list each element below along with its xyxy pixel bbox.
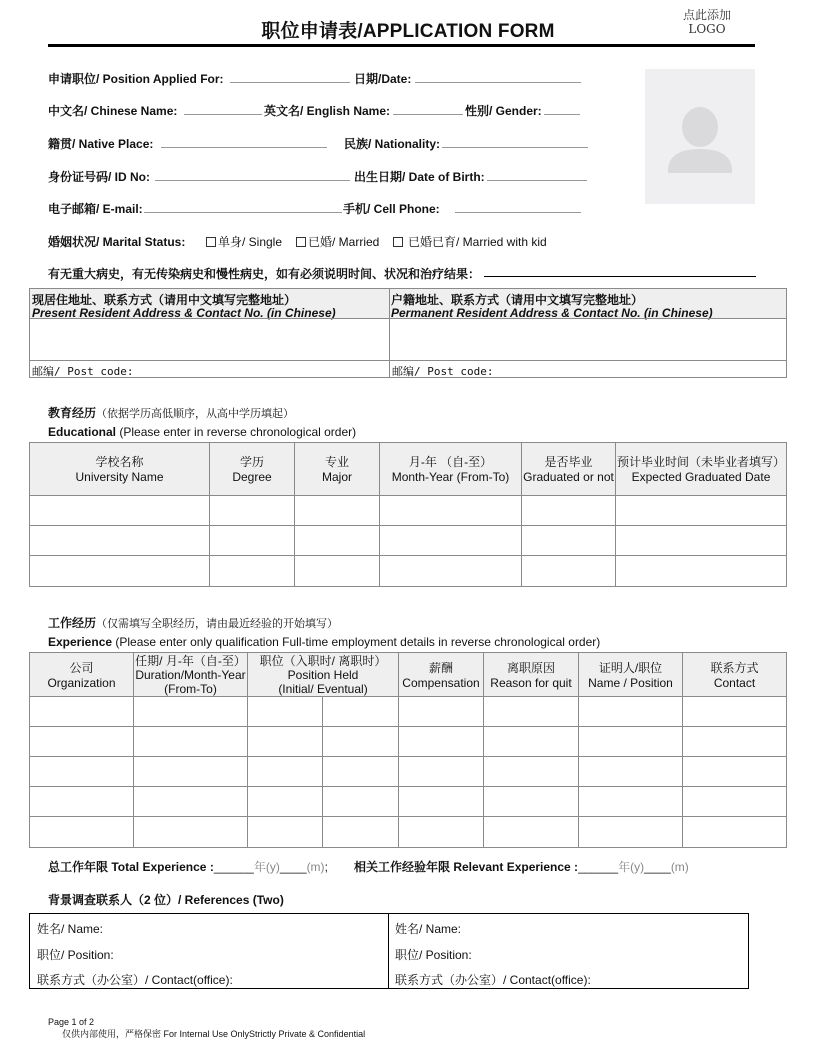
marital-married-option[interactable]: 已婚/ Married [296,233,379,250]
permanent-address-title-cn: 户籍地址、联系方式（请用中文填写完整地址） [391,293,644,307]
table-cell[interactable] [209,495,295,526]
experience-title-en: Experience (Please enter only qualification Full-time employment details in reverse chronological order) [48,635,601,649]
english-name-field[interactable] [393,102,463,115]
native-place-field[interactable] [161,135,327,148]
table-cell[interactable] [682,726,787,757]
reference-one-contact-label: 联系方式（办公室）/ Contact(office): [37,973,233,987]
table-cell[interactable] [379,525,522,556]
table-cell[interactable] [521,495,616,526]
permanent-postcode-cell[interactable] [389,360,787,378]
table-cell[interactable] [682,816,787,848]
permanent-address-field[interactable] [389,318,787,361]
title-rule [48,44,755,47]
reference-two[interactable] [388,913,749,989]
education-title-en: Educational (Please enter in reverse chronological order) [48,425,357,439]
table-cell[interactable] [483,786,579,817]
references-title: 背景调查联系人（2 位）/ References (Two) [48,893,284,907]
table-cell[interactable] [209,525,295,556]
table-cell[interactable] [29,696,134,727]
date-field[interactable] [415,70,581,83]
table-cell[interactable] [615,525,787,556]
reference-two-contact-label: 联系方式（办公室）/ Contact(office): [395,973,591,987]
present-address-field[interactable] [29,318,390,361]
person-silhouette-icon [645,69,755,204]
experience-title-cn: 工作经历（仅需填写全职经历，请由最近经验的开始填写） [48,616,339,630]
table-cell[interactable] [521,555,616,587]
table-cell[interactable] [209,555,295,587]
table-cell[interactable] [294,495,380,526]
table-cell[interactable] [29,816,134,848]
exp-col-reference: 证明人/职位 Name / Position [578,652,683,697]
chinese-name-field[interactable] [184,102,262,115]
page-title: 职位申请表/APPLICATION FORM [261,21,555,42]
table-cell[interactable] [322,816,399,848]
photo-placeholder[interactable] [645,69,755,204]
table-cell[interactable] [322,786,399,817]
logo-placeholder[interactable] [676,8,738,36]
reference-two-name-label: 姓名/ Name: [395,922,462,936]
gender-label: 性别/ Gender: [465,104,542,118]
present-postcode-cell[interactable] [29,360,390,378]
table-cell[interactable] [29,495,210,526]
table-cell[interactable] [398,696,484,727]
edu-col-degree: 学历 Degree [209,442,295,496]
exp-col-duration: 任期/ 月-年（自-至） Duration/Month-Year (From-To) [133,652,248,697]
relevant-experience-line[interactable]: 相关工作经验年限 Relevant Experience :______年(y)____(m) [354,860,689,874]
dob-field[interactable] [487,168,587,181]
table-cell[interactable] [578,786,683,817]
nationality-field[interactable] [442,135,588,148]
gender-field[interactable] [544,102,580,115]
confidential-note: 仅供内部使用，严格保密 For Internal Use OnlyStrictly Private & Confidential [62,1029,366,1039]
date-label: 日期/Date: [354,72,412,86]
edu-col-major: 专业 Major [294,442,380,496]
marital-status-label: 婚姻状况/ Marital Status: [48,235,186,249]
table-cell[interactable] [398,816,484,848]
table-cell[interactable] [247,756,323,787]
permanent-address-header [389,288,787,319]
table-cell[interactable] [398,756,484,787]
table-cell[interactable] [133,726,248,757]
present-address-title-en: Present Resident Address & Contact No. (in Chinese) [32,306,336,320]
education-title-cn: 教育经历（依据学历高低顺序，从高中学历填起） [48,406,295,420]
table-cell[interactable] [682,786,787,817]
present-address-title-cn: 现居住地址、联系方式（请用中文填写完整地址） [32,293,297,307]
table-cell[interactable] [615,555,787,587]
table-cell[interactable] [29,786,134,817]
table-cell[interactable] [133,756,248,787]
exp-col-organization: 公司 Organization [29,652,134,697]
cell-phone-field[interactable] [455,200,581,213]
table-cell[interactable] [133,786,248,817]
exp-col-contact: 联系方式 Contact [682,652,787,697]
id-field[interactable] [155,168,350,181]
table-cell[interactable] [29,756,134,787]
table-cell[interactable] [247,726,323,757]
logo-line-en: LOGO [688,22,726,36]
medical-history-label: 有无重大病史，有无传染病史和慢性病史，如有必须说明时间、状况和治疗结果： [48,267,481,281]
table-cell[interactable] [29,525,210,556]
position-applied-field[interactable] [230,70,350,83]
dob-label: 出生日期/ Date of Birth: [354,170,485,184]
table-cell[interactable] [682,696,787,727]
chinese-name-label: 中文名/ Chinese Name: [48,104,178,118]
table-cell[interactable] [578,726,683,757]
page-number: Page 1 of 2 [48,1017,95,1027]
permanent-address-title-en: Permanent Resident Address & Contact No. (in Chinese) [391,306,713,320]
table-cell[interactable] [133,696,248,727]
present-address-header [29,288,390,319]
table-cell[interactable] [682,756,787,787]
table-cell[interactable] [322,696,399,727]
marital-single-option[interactable]: 单身/ Single [206,233,282,250]
id-label: 身份证号码/ ID No: [48,170,150,184]
table-cell[interactable] [29,555,210,587]
edu-col-expected-date: 预计毕业时间（未毕业者填写） Expected Graduated Date [615,442,787,496]
edu-col-graduated: 是否毕业 Graduated or not [521,442,616,496]
marital-married-kid-option[interactable]: 已婚已育/ Married with kid [393,233,547,250]
medical-history-field[interactable] [484,276,756,277]
total-experience-line[interactable]: 总工作年限 Total Experience :______年(y)____(m); [48,860,328,874]
table-cell[interactable] [578,816,683,848]
table-cell[interactable] [483,696,579,727]
edu-col-university: 学校名称 University Name [29,442,210,496]
table-cell[interactable] [483,816,579,848]
checkbox-married-kid[interactable] [393,237,403,247]
position-applied-label: 申请职位/ Position Applied For: [48,72,224,86]
exp-col-compensation: 薪酬 Compensation [398,652,484,697]
table-cell[interactable] [521,525,616,556]
present-postcode-label: 邮编/ Post code: [32,365,134,378]
reference-one-name-label: 姓名/ Name: [37,922,104,936]
edu-col-month-year: 月-年 （自-至） Month-Year (From-To) [379,442,522,496]
checkbox-married[interactable] [296,237,306,247]
table-cell[interactable] [29,726,134,757]
exp-col-reason: 离职原因 Reason for quit [483,652,579,697]
table-cell[interactable] [322,756,399,787]
reference-two-position-label: 职位/ Position: [395,948,472,962]
english-name-label: 英文名/ English Name: [264,104,391,118]
table-cell[interactable] [483,726,579,757]
logo-line-cn: 点此添加 [682,8,731,22]
table-cell[interactable] [398,726,484,757]
table-cell[interactable] [578,696,683,727]
table-cell[interactable] [379,495,522,526]
email-field[interactable] [144,200,342,213]
native-place-label: 籍贯/ Native Place: [48,137,154,151]
table-cell[interactable] [483,756,579,787]
table-cell[interactable] [294,555,380,587]
table-cell[interactable] [247,816,323,848]
table-cell[interactable] [615,495,787,526]
table-cell[interactable] [398,786,484,817]
cell-phone-label: 手机/ Cell Phone: [343,202,440,216]
exp-col-position: 职位（入职时/ 离职时） Position Held (Initial/ Eventual) [247,652,399,697]
table-cell[interactable] [322,726,399,757]
table-cell[interactable] [379,555,522,587]
reference-one-position-label: 职位/ Position: [37,948,114,962]
table-cell[interactable] [247,696,323,727]
permanent-postcode-label: 邮编/ Post code: [392,365,494,378]
email-label: 电子邮箱/ E-mail: [48,202,143,216]
reference-one[interactable] [29,913,389,989]
table-cell[interactable] [247,786,323,817]
table-cell[interactable] [294,525,380,556]
checkbox-single[interactable] [206,237,216,247]
table-cell[interactable] [578,756,683,787]
nationality-label: 民族/ Nationality: [344,137,441,151]
table-cell[interactable] [133,816,248,848]
